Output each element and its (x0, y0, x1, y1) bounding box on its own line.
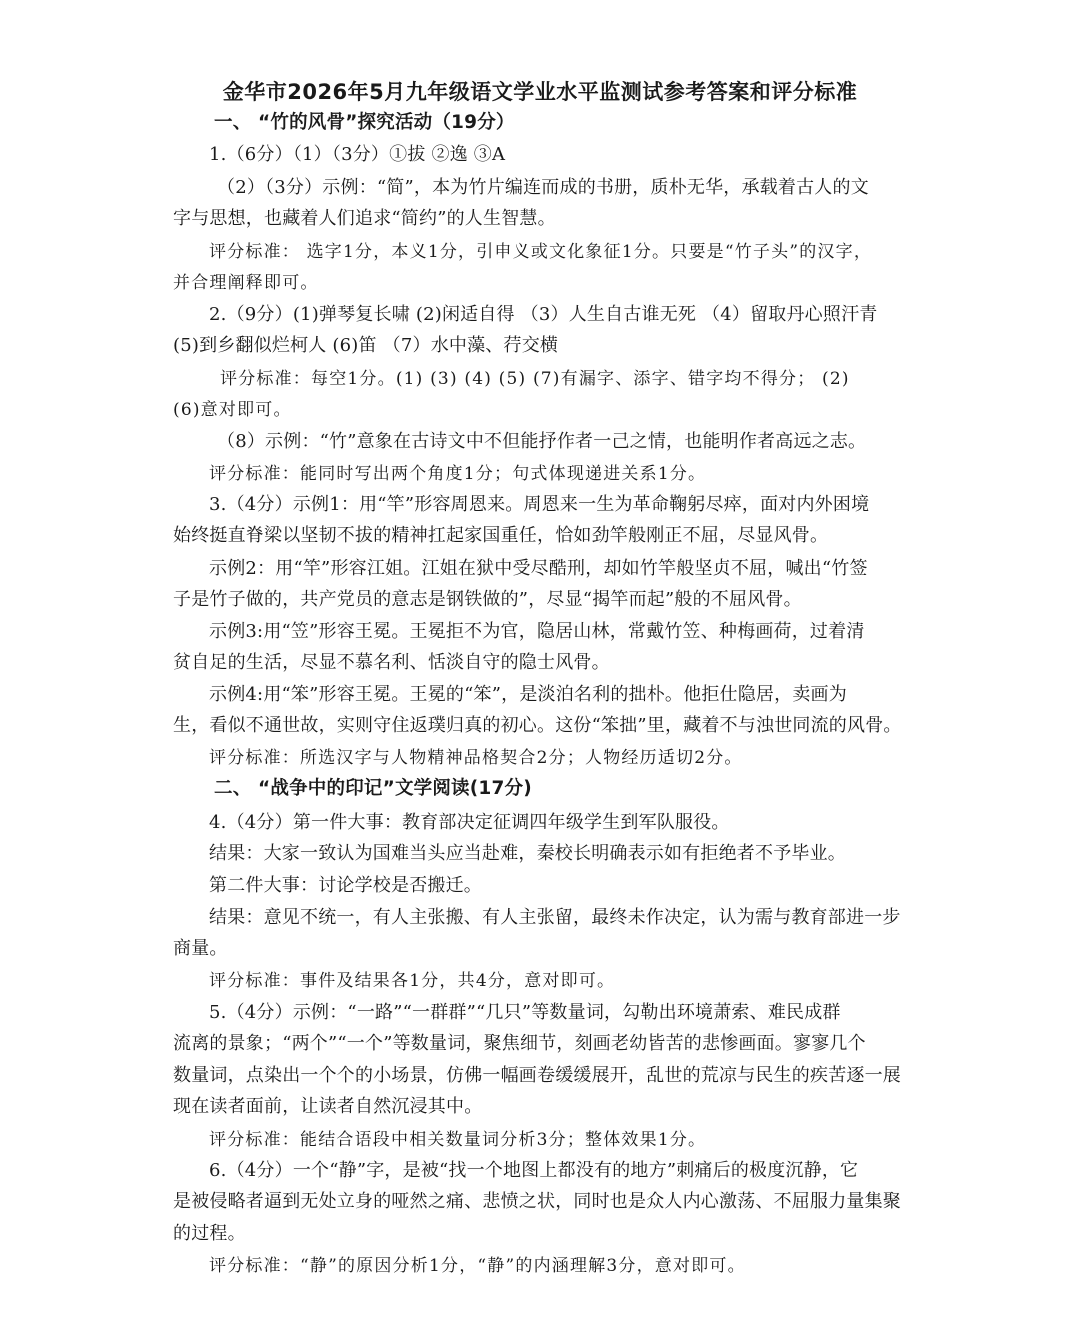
q3-example1-line1: 3.（4分）示例1：用“竿”形容周恩来。周恩来一生为革命鞠躬尽瘁，面对内外困境 (209, 494, 870, 515)
q4-result1: 结果：大家一致认为国难当头应当赴难，秦校长明确表示如有拒绝者不予毕业。 (209, 843, 846, 864)
q3-example3-line2: 贫自足的生活，尽显不慕名利、恬淡自守的隐士风骨。 (173, 652, 610, 673)
q1-answer-part2-line2: 字与思想，也藏着人们追求“简约”的人生智慧。 (173, 208, 556, 229)
q4-event2: 第二件大事：讨论学校是否搬迁。 (209, 875, 482, 896)
section-2-heading: 二、 “战争中的印记”文学阅读(17分) (214, 778, 532, 799)
q1-answer-part2-line1: （2）（3分）示例：“简”，本为竹片编连而成的书册，质朴无华，承载着古人的文 (217, 177, 869, 198)
q6-answer-line1: 6.（4分）一个“静”字，是被“找一个地图上都没有的地方”刺痛后的极度沉静，它 (209, 1160, 859, 1181)
q3-example1-line2: 始终挺直脊梁以坚韧不拔的精神扛起家国重任，恰如劲竿般刚正不屈，尽显风骨。 (173, 525, 829, 546)
q2-criteria-line2: (6)意对即可。 (173, 400, 292, 420)
q4-event1: 4.（4分）第一件大事：教育部决定征调四年级学生到军队服役。 (209, 812, 730, 833)
section-1-heading: 一、 “竹的风骨”探究活动（19分） (214, 112, 515, 133)
q3-example4-line2: 生，看似不通世故，实则守住返璞归真的初心。这份“笨拙”里，藏着不与浊世同流的风骨。 (173, 715, 902, 736)
q6-criteria: 评分标准：“静”的原因分析1分，“静”的内涵理解3分，意对即可。 (209, 1256, 746, 1276)
q4-result2-line2: 商量。 (173, 938, 228, 959)
q6-answer-line3: 的过程。 (173, 1223, 246, 1244)
q5-answer-line4: 现在读者面前，让读者自然沉浸其中。 (173, 1096, 483, 1117)
q2-answer-part8: （8）示例：“竹”意象在古诗文中不但能抒作者一己之情，也能明作者高远之志。 (217, 431, 867, 452)
q5-answer-line3: 数量词，点染出一个个的小场景，仿佛一幅画卷缓缓展开，乱世的荒凉与民生的疾苦逐一展 (173, 1065, 901, 1086)
q3-example3-line1: 示例3:用“笠”形容王冕。王冕拒不为官，隐居山林，常戴竹笠、种梅画荷，过着清 (209, 621, 865, 642)
q2-criteria-line1: 评分标准：每空1分。(1) (3) (4) (5) (7)有漏字、添字、错字均不得分； (2) (220, 369, 850, 389)
q1-criteria-line1: 评分标准： 选字1分，本义1分，引申义或文化象征1分。只要是“竹子头”的汉字， (209, 242, 873, 262)
q5-criteria: 评分标准：能结合语段中相关数量词分析3分；整体效果1分。 (209, 1130, 707, 1150)
q3-criteria: 评分标准：所选汉字与人物精神品格契合2分；人物经历适切2分。 (209, 748, 743, 768)
q1-answer-part1: 1.（6分）（1）（3分）①拔 ②逸 ③A (209, 144, 506, 165)
q3-example2-line1: 示例2：用“竿”形容江姐。江姐在狱中受尽酷刑，却如竹竿般坚贞不屈，喊出“竹签 (209, 558, 868, 579)
q5-answer-line2: 流离的景象；“两个”“一个”等数量词，聚焦细节，刻画老幼皆苦的悲惨画面。寥寥几个 (173, 1033, 866, 1054)
q4-criteria: 评分标准：事件及结果各1分，共4分，意对即可。 (209, 971, 616, 991)
q6-answer-line2: 是被侵略者逼到无处立身的哑然之痛、悲愤之状，同时也是众人内心激荡、不屈服力量集聚 (173, 1191, 901, 1212)
q5-answer-line1: 5.（4分）示例：“一路”“一群群”“几只”等数量词，勾勒出环境萧索、难民成群 (209, 1002, 841, 1023)
q3-example2-line2: 子是竹子做的，共产党员的意志是钢铁做的”，尽显“揭竿而起”般的不屈风骨。 (173, 589, 802, 610)
q2-answer-line2: (5)到乡翻似烂柯人 (6)笛 （7）水中藻、荇交横 (173, 335, 559, 356)
q2-criteria-part8: 评分标准：能同时写出两个角度1分；句式体现递进关系1分。 (209, 464, 707, 484)
q2-answer-line1: 2.（9分）(1)弹琴复长啸 (2)闲适自得 （3）人生自古谁无死 （4）留取丹心照汗青 (209, 304, 878, 325)
page-title: 金华市2026年5月九年级语文学业水平监测试参考答案和评分标准 (222, 80, 858, 104)
q1-criteria-line2: 并合理阐释即可。 (173, 273, 319, 293)
q3-example4-line1: 示例4:用“笨”形容王冕。王冕的“笨”，是淡泊名利的拙朴。他拒仕隐居，卖画为 (209, 684, 847, 705)
q4-result2-line1: 结果：意见不统一，有人主张搬、有人主张留，最终未作决定，认为需与教育部进一步 (209, 907, 901, 928)
